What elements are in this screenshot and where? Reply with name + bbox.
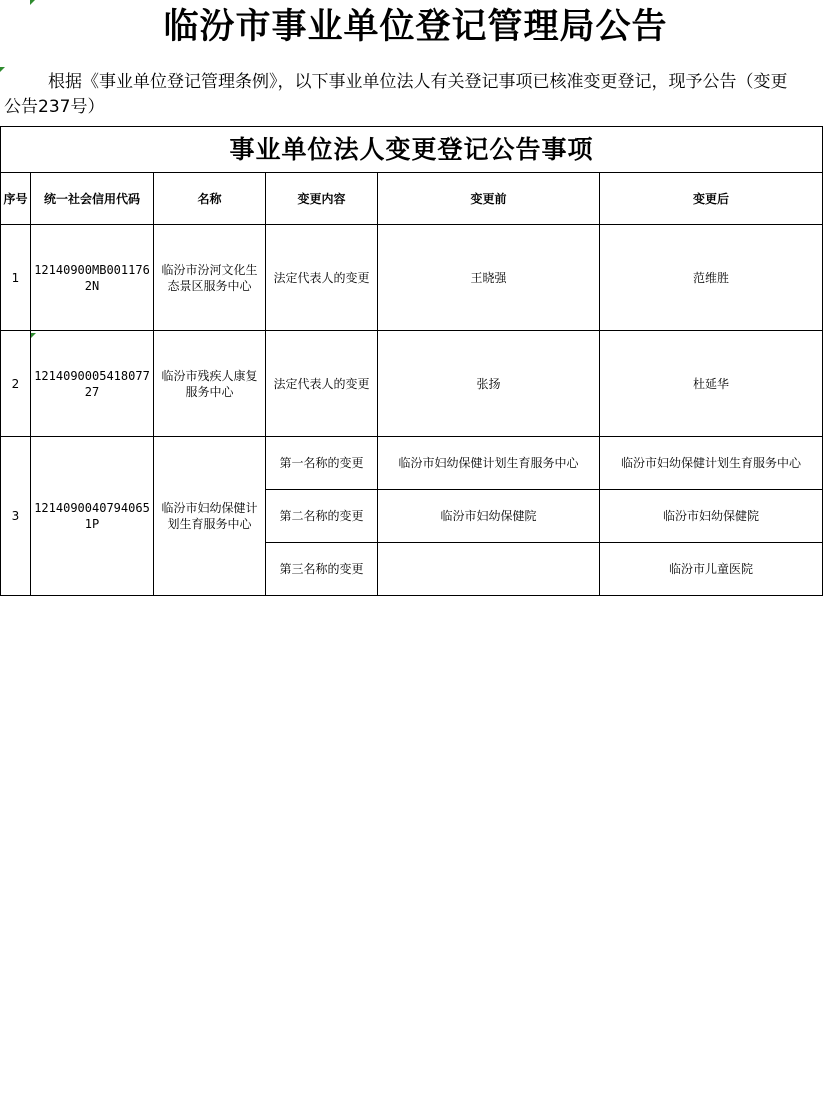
header-name: 名称 [154, 173, 266, 225]
row-seq: 3 [1, 437, 31, 596]
row-seq: 1 [1, 225, 31, 331]
cell-comment-marker [31, 333, 36, 338]
document-title: 临汾市事业单位登记管理局公告 [163, 6, 668, 47]
table-header-row [1, 173, 823, 225]
row-name: 临汾市妇幼保健计划生育服务中心 [154, 437, 266, 596]
row-change-content: 法定代表人的变更 [266, 225, 378, 331]
row-change-before: 张扬 [378, 331, 600, 437]
header-after: 变更后 [600, 173, 823, 225]
row-change-before: 王晓强 [378, 225, 600, 331]
row-change-content: 第二名称的变更 [266, 490, 378, 543]
row-change-content: 法定代表人的变更 [266, 331, 378, 437]
table-row [1, 225, 823, 331]
header-content: 变更内容 [266, 173, 378, 225]
table-title: 事业单位法人变更登记公告事项 [1, 127, 823, 173]
row-code: 121409000541807727 [31, 331, 154, 437]
document-intro: 根据《事业单位登记管理条例》，以下事业单位法人有关登记事项已核准变更登记，现予公告（变更公告237号） [4, 72, 788, 117]
row-name: 临汾市汾河文化生态景区服务中心 [154, 225, 266, 331]
table-title-row [1, 127, 823, 173]
table-row [1, 437, 823, 490]
row-code: 12140900407940651P [31, 437, 154, 596]
row-change-before: 临汾市妇幼保健院 [378, 490, 600, 543]
row-change-content: 第一名称的变更 [266, 437, 378, 490]
header-seq: 序号 [1, 173, 31, 225]
header-before: 变更前 [378, 173, 600, 225]
notice-table [0, 126, 823, 596]
header-code: 统一社会信用代码 [31, 173, 154, 225]
row-code: 12140900MB0011762N [31, 225, 154, 331]
row-change-before [378, 543, 600, 596]
row-change-after: 临汾市儿童医院 [600, 543, 823, 596]
row-change-content: 第三名称的变更 [266, 543, 378, 596]
row-change-after: 临汾市妇幼保健院 [600, 490, 823, 543]
row-change-after: 范维胜 [600, 225, 823, 331]
row-change-after: 杜延华 [600, 331, 823, 437]
row-change-before: 临汾市妇幼保健计划生育服务中心 [378, 437, 600, 490]
table-row [1, 331, 823, 437]
row-seq: 2 [1, 331, 31, 437]
row-change-after: 临汾市妇幼保健计划生育服务中心 [600, 437, 823, 490]
row-name: 临汾市残疾人康复服务中心 [154, 331, 266, 437]
